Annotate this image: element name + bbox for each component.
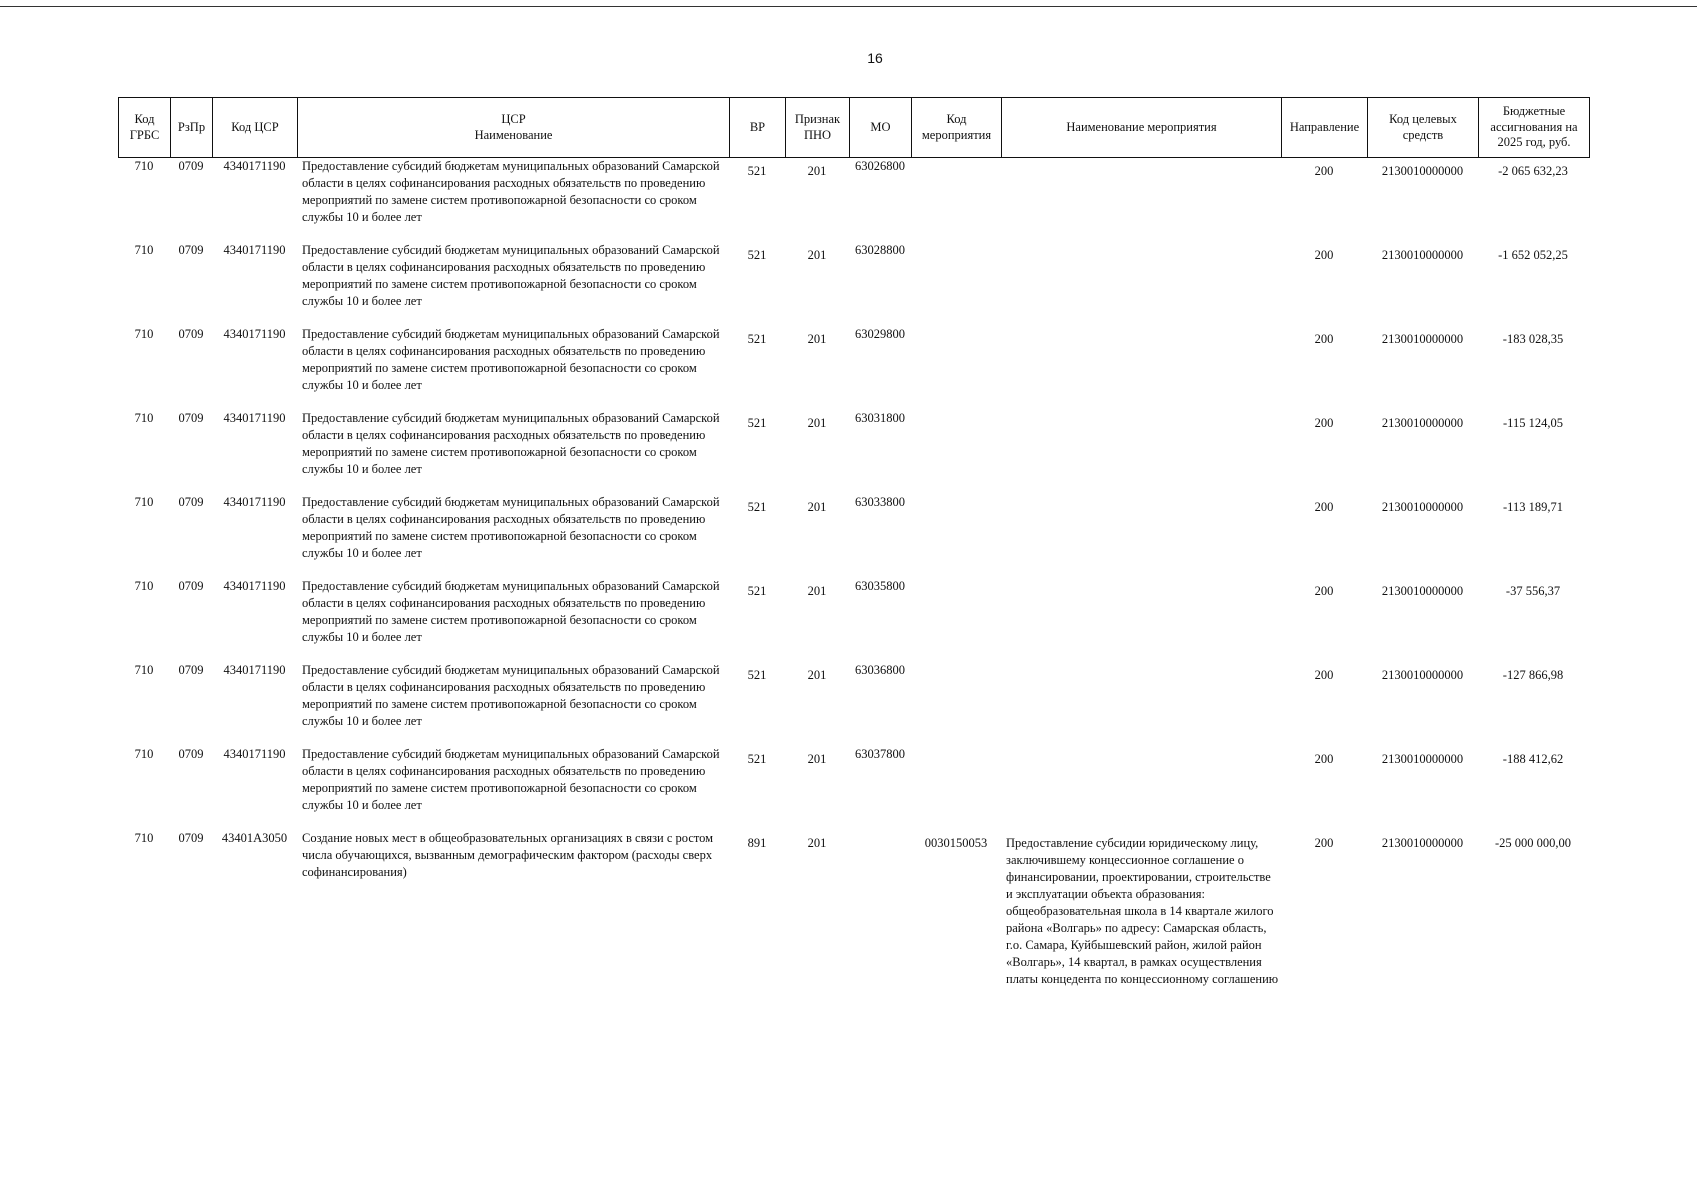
cell-mo: 63029800	[855, 327, 905, 341]
cell-pno: 201	[807, 836, 827, 850]
cell-csr-code: 4340171190	[223, 579, 286, 593]
cell-csr-code: 4340171190	[223, 747, 286, 761]
cell-csr-code: 4340171190	[223, 243, 286, 257]
table-header	[118, 97, 1590, 158]
cell-event-code	[911, 410, 1001, 494]
cell-csr-name: Создание новых мест в общеобразовательных организациях в связи с ростом числа обучающихся, вызванным демографическим фактором (расходы сверх софинансирования)	[302, 831, 714, 879]
cell-target-code: 2130010000000	[1381, 164, 1464, 178]
cell-event-code	[911, 326, 1001, 410]
cell-event-name: Предоставление субсидии юридическому лицу, заключившему концессионное соглашение о финансировании, проектировании, строительстве и эксплуатации объекта образования: общеобразовательная школа в 14 квартале жилого района «Волгарь» по адресу: Самарская область, г.о. Самара, Куйбышевский район, жилой район «Волгарь», 14 квартал, в рамках осуществления платы концедента по концессионному соглашению	[1006, 836, 1279, 986]
cell-direction: 200	[1314, 332, 1334, 346]
table-row	[118, 242, 1590, 326]
cell-event-name	[1001, 662, 1281, 746]
header-csr-name: ЦСР Наименование	[298, 98, 730, 157]
cell-grbs: 710	[134, 159, 154, 173]
cell-grbs: 710	[134, 243, 154, 257]
cell-target-code: 2130010000000	[1381, 584, 1464, 598]
cell-vr: 521	[747, 332, 767, 346]
cell-event-code	[911, 242, 1001, 326]
cell-csr-code: 4340171190	[223, 495, 286, 509]
cell-direction: 200	[1314, 752, 1334, 766]
cell-target-code: 2130010000000	[1381, 332, 1464, 346]
cell-vr: 891	[747, 836, 767, 850]
cell-target-code: 2130010000000	[1381, 752, 1464, 766]
cell-csr-code: 4340171190	[223, 411, 286, 425]
cell-csr-name: Предоставление субсидий бюджетам муниципальных образований Самарской области в целях софинансирования расходных обязательств по проведению мероприятий по замене систем противопожарной безопасности со сроком службы 10 и более лет	[302, 411, 720, 476]
cell-vr: 521	[747, 668, 767, 682]
cell-target-code: 2130010000000	[1381, 248, 1464, 262]
cell-csr-name: Предоставление субсидий бюджетам муниципальных образований Самарской области в целях софинансирования расходных обязательств по проведению мероприятий по замене систем противопожарной безопасности со сроком службы 10 и более лет	[302, 159, 720, 224]
table-row	[118, 158, 1590, 242]
cell-amount: -2 065 632,23	[1498, 164, 1568, 178]
cell-pno: 201	[807, 752, 827, 766]
cell-rzpr: 0709	[178, 411, 204, 425]
cell-vr: 521	[747, 752, 767, 766]
page-number: 16	[867, 50, 883, 66]
cell-mo: 63037800	[855, 747, 905, 761]
cell-rzpr: 0709	[178, 831, 204, 845]
cell-rzpr: 0709	[178, 747, 204, 761]
cell-mo: 63035800	[855, 579, 905, 593]
cell-direction: 200	[1314, 836, 1334, 850]
header-pno: Признак ПНО	[786, 98, 850, 157]
cell-target-code: 2130010000000	[1381, 836, 1464, 850]
cell-event-name	[1001, 410, 1281, 494]
cell-event-name	[1001, 746, 1281, 830]
cell-rzpr: 0709	[178, 663, 204, 677]
cell-direction: 200	[1314, 248, 1334, 262]
header-grbs: Код ГРБС	[119, 98, 171, 157]
cell-event-name	[1001, 494, 1281, 578]
cell-grbs: 710	[134, 747, 154, 761]
cell-csr-name: Предоставление субсидий бюджетам муниципальных образований Самарской области в целях софинансирования расходных обязательств по проведению мероприятий по замене систем противопожарной безопасности со сроком службы 10 и более лет	[302, 327, 720, 392]
cell-event-name	[1001, 578, 1281, 662]
cell-direction: 200	[1314, 584, 1334, 598]
budget-table	[118, 97, 1590, 1040]
cell-mo: 63026800	[855, 159, 905, 173]
table-row	[118, 326, 1590, 410]
cell-amount: -113 189,71	[1503, 500, 1563, 514]
header-event-name: Наименование мероприятия	[1002, 98, 1282, 157]
cell-csr-code: 43401A3050	[221, 831, 288, 845]
cell-mo: 63033800	[855, 495, 905, 509]
cell-amount: -115 124,05	[1503, 416, 1563, 430]
cell-event-code	[911, 662, 1001, 746]
cell-amount: -127 866,98	[1502, 668, 1564, 682]
cell-event-name	[1001, 242, 1281, 326]
cell-vr: 521	[747, 416, 767, 430]
cell-grbs: 710	[134, 411, 154, 425]
cell-amount: -188 412,62	[1502, 752, 1564, 766]
cell-event-name	[1001, 326, 1281, 410]
table-row	[118, 830, 1590, 1040]
cell-csr-code: 4340171190	[223, 159, 286, 173]
cell-rzpr: 0709	[178, 159, 204, 173]
cell-event-code	[911, 494, 1001, 578]
cell-pno: 201	[807, 332, 827, 346]
header-vr: ВР	[730, 98, 786, 157]
cell-event-code	[911, 578, 1001, 662]
cell-csr-name: Предоставление субсидий бюджетам муниципальных образований Самарской области в целях софинансирования расходных обязательств по проведению мероприятий по замене систем противопожарной безопасности со сроком службы 10 и более лет	[302, 243, 720, 308]
table-row	[118, 410, 1590, 494]
table-row	[118, 494, 1590, 578]
cell-rzpr: 0709	[178, 495, 204, 509]
cell-csr-code: 4340171190	[223, 327, 286, 341]
cell-pno: 201	[807, 416, 827, 430]
cell-pno: 201	[807, 584, 827, 598]
header-amount: Бюджетные ассигнования на 2025 год, руб.	[1490, 104, 1578, 150]
header-target-code: Код целевых средств	[1368, 98, 1479, 157]
cell-target-code: 2130010000000	[1381, 668, 1464, 682]
cell-csr-name: Предоставление субсидий бюджетам муниципальных образований Самарской области в целях софинансирования расходных обязательств по проведению мероприятий по замене систем противопожарной безопасности со сроком службы 10 и более лет	[302, 495, 720, 560]
scan-top-border	[0, 6, 1697, 7]
cell-csr-code: 4340171190	[223, 663, 286, 677]
cell-event-code	[911, 746, 1001, 830]
cell-grbs: 710	[134, 579, 154, 593]
cell-vr: 521	[747, 584, 767, 598]
cell-direction: 200	[1314, 500, 1334, 514]
cell-event-code: 0030150053	[924, 836, 988, 850]
cell-pno: 201	[807, 248, 827, 262]
cell-mo: 63031800	[855, 411, 905, 425]
cell-rzpr: 0709	[178, 579, 204, 593]
cell-rzpr: 0709	[178, 243, 204, 257]
cell-csr-name: Предоставление субсидий бюджетам муниципальных образований Самарской области в целях софинансирования расходных обязательств по проведению мероприятий по замене систем противопожарной безопасности со сроком службы 10 и более лет	[302, 747, 720, 812]
cell-vr: 521	[747, 164, 767, 178]
cell-mo	[849, 830, 911, 1040]
cell-rzpr: 0709	[178, 327, 204, 341]
cell-mo: 63036800	[855, 663, 905, 677]
cell-direction: 200	[1314, 164, 1334, 178]
header-mo: МО	[850, 98, 912, 157]
table-body	[118, 158, 1590, 1040]
header-event-code: Код мероприятия	[912, 98, 1002, 157]
cell-csr-name: Предоставление субсидий бюджетам муниципальных образований Самарской области в целях софинансирования расходных обязательств по проведению мероприятий по замене систем противопожарной безопасности со сроком службы 10 и более лет	[302, 663, 720, 728]
cell-grbs: 710	[134, 663, 154, 677]
header-direction: Направление	[1282, 98, 1368, 157]
cell-grbs: 710	[134, 831, 154, 845]
cell-amount: -183 028,35	[1502, 332, 1564, 346]
table-row	[118, 578, 1590, 662]
cell-grbs: 710	[134, 327, 154, 341]
cell-direction: 200	[1314, 416, 1334, 430]
cell-csr-name: Предоставление субсидий бюджетам муниципальных образований Самарской области в целях софинансирования расходных обязательств по проведению мероприятий по замене систем противопожарной безопасности со сроком службы 10 и более лет	[302, 579, 720, 644]
cell-event-code	[911, 158, 1001, 242]
cell-target-code: 2130010000000	[1381, 416, 1464, 430]
cell-grbs: 710	[134, 495, 154, 509]
cell-vr: 521	[747, 500, 767, 514]
cell-pno: 201	[807, 668, 827, 682]
cell-amount: -25 000 000,00	[1494, 836, 1572, 850]
header-rzpr: РзПр	[171, 98, 213, 157]
cell-event-name	[1001, 158, 1281, 242]
cell-mo: 63028800	[855, 243, 905, 257]
table-row	[118, 662, 1590, 746]
header-csr-code: Код ЦСР	[213, 98, 298, 157]
cell-vr: 521	[747, 248, 767, 262]
cell-amount: -37 556,37	[1505, 584, 1561, 598]
cell-target-code: 2130010000000	[1381, 500, 1464, 514]
cell-direction: 200	[1314, 668, 1334, 682]
table-row	[118, 746, 1590, 830]
cell-amount: -1 652 052,25	[1498, 248, 1568, 262]
cell-pno: 201	[807, 500, 827, 514]
cell-pno: 201	[807, 164, 827, 178]
